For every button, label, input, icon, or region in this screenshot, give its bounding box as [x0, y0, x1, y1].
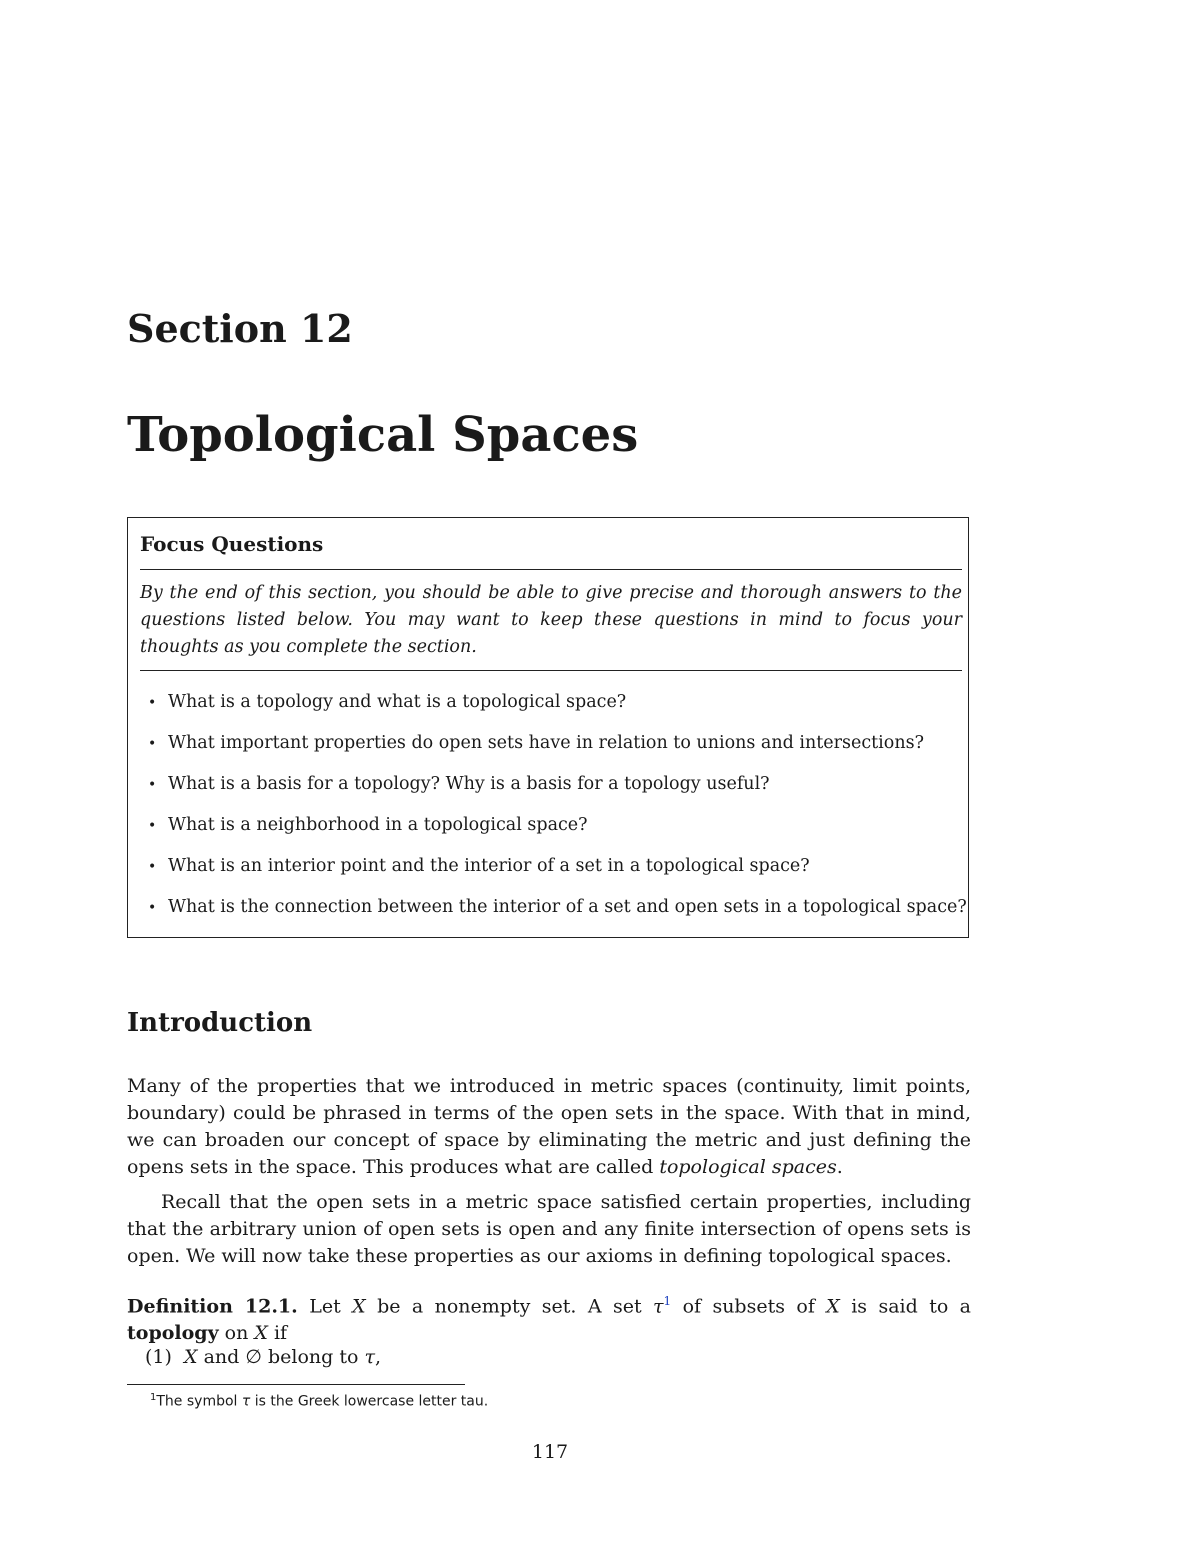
- term-topology: topology: [127, 1322, 219, 1345]
- definition-label: Definition 12.1.: [127, 1295, 298, 1318]
- focus-question: • What important properties do open sets have in relation to unions and intersections?: [148, 729, 967, 770]
- footnote-rule: [127, 1384, 465, 1385]
- section-label: Section 12: [127, 306, 353, 351]
- intro-paragraph-1: Many of the properties that we introduced in metric spaces (continuity, limit points, boundary) could be phrased in terms of the open sets in the space. With that in mind, we can broaden our concept of space by eliminating the metric and just defining the opens sets in the space. This produces what are called topological spaces.: [127, 1075, 971, 1178]
- bullet-icon: •: [148, 777, 157, 793]
- focus-top-rule: [140, 569, 962, 570]
- definition-item-1: (1) X and ∅ belong to τ,: [145, 1346, 381, 1368]
- focus-questions-title: Focus Questions: [140, 532, 324, 556]
- focus-questions-box: [127, 517, 969, 938]
- emphasis-topological-spaces: topological spaces: [659, 1156, 837, 1178]
- page-number: 117: [531, 1441, 569, 1463]
- definition-12-1: Definition 12.1. Let X be a nonempty set. A set $\tau^1$ of subsets of X is said to a topology on X if: [127, 1294, 971, 1345]
- bullet-icon: •: [148, 695, 157, 711]
- bullet-icon: •: [148, 818, 157, 834]
- footnote: $^1$The symbol τ is the Greek lowercase letter tau.: [150, 1392, 489, 1410]
- focus-question: • What is an interior point and the interior of a set in a topological space?: [148, 852, 967, 893]
- bullet-icon: •: [148, 900, 157, 916]
- bullet-icon: •: [148, 859, 157, 875]
- intro-paragraph-2: Recall that the open sets in a metric space satisfied certain properties, including that the arbitrary union of open sets is open and any finite intersection of opens sets is open. We will now take these properties as our axioms in defining topological spaces.: [127, 1191, 971, 1267]
- focus-question: • What is a neighborhood in a topological space?: [148, 811, 967, 852]
- chapter-title: Topological Spaces: [127, 407, 639, 463]
- focus-questions-list: [148, 688, 967, 934]
- focus-mid-rule: [140, 670, 962, 671]
- bullet-icon: •: [148, 736, 157, 752]
- focus-question: • What is the connection between the interior of a set and open sets in a topological space?: [148, 893, 967, 934]
- footnote-link[interactable]: 1: [663, 1294, 672, 1308]
- focus-question: • What is a topology and what is a topological space?: [148, 688, 967, 729]
- focus-intro-text: By the end of this section, you should be able to give precise and thorough answers to the questions listed below. You may want to keep these questions in mind to focus your thoughts as you complete the section.: [140, 583, 962, 657]
- focus-question: • What is a basis for a topology? Why is a basis for a topology useful?: [148, 770, 967, 811]
- introduction-heading: Introduction: [127, 1008, 313, 1038]
